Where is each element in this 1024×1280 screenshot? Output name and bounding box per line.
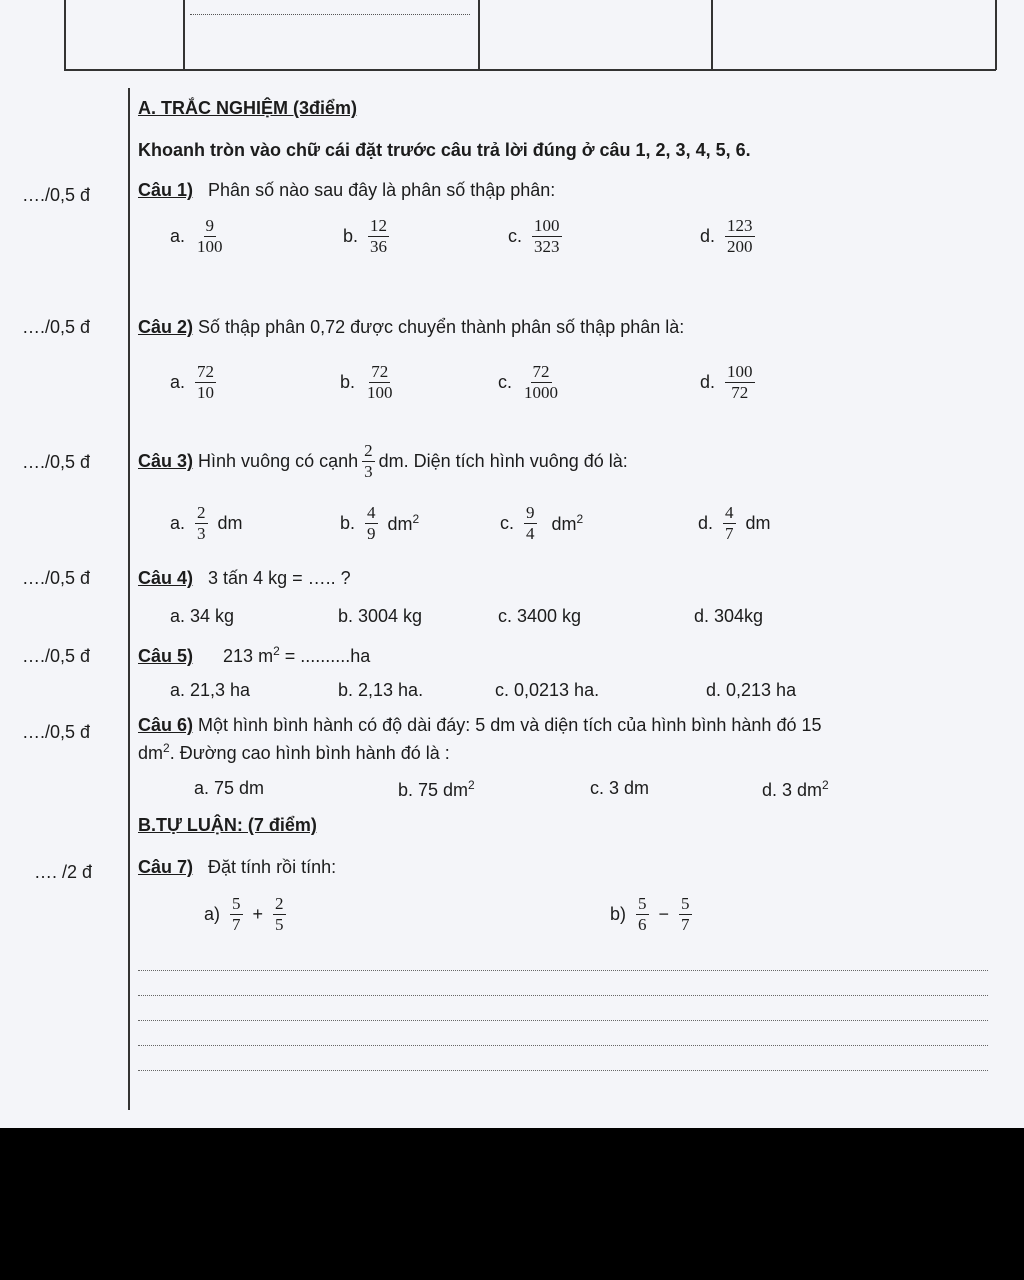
option-letter: a. <box>170 513 186 533</box>
fraction: $\frac{5}{7}$ <box>232 894 241 934</box>
section-a-title: A. TRẮC NGHIỆM (3điểm) <box>138 98 358 118</box>
fraction: $\frac{72}{100}$ <box>367 362 393 402</box>
question-3-text-after: dm. Diện tích hình vuông đó là: <box>378 451 628 471</box>
section-a-instruction: Khoanh tròn vào chữ cái đặt trước câu trả lời đúng ở câu 1, 2, 3, 4, 5, 6. <box>138 140 751 160</box>
q2-option-a[interactable] <box>170 362 220 403</box>
fraction: $\frac{5}{6}$ <box>638 894 647 934</box>
unit: $dm^2$ <box>551 512 584 534</box>
table-border <box>711 0 713 70</box>
q6-option-c[interactable]: c. 3 dm <box>590 778 650 798</box>
score-q6: …./0,5 đ <box>22 722 91 742</box>
table-dotted-line <box>190 14 470 15</box>
question-6-text: Một hình bình hành có độ dài đáy: 5 dm và diện tích của hình bình hành đó 15 <box>198 715 822 735</box>
fraction: $\frac{9}{100}$ <box>197 216 223 256</box>
table-bottom-border <box>64 69 996 71</box>
q6-option-a[interactable]: a. 75 dm <box>194 778 265 798</box>
part-label: a) <box>204 904 221 924</box>
option-letter: b. <box>340 372 356 392</box>
superscript: 2 <box>273 644 280 658</box>
q3-option-b[interactable] <box>340 503 419 544</box>
q4-option-c[interactable]: c. 3400 kg <box>498 606 582 626</box>
q2-option-d[interactable] <box>700 362 759 403</box>
score-q7: …. /2 đ <box>34 862 93 882</box>
q5-option-d[interactable]: d. 0,213 ha <box>706 680 797 700</box>
unit: dm <box>217 513 243 533</box>
q4-option-d[interactable]: d. 304kg <box>694 606 764 626</box>
question-5-label: Câu 5) <box>138 646 194 666</box>
question-7-label: Câu 7) <box>138 857 194 877</box>
option-letter: c. <box>508 226 523 246</box>
question-5-text-before: 213 m <box>223 646 274 666</box>
q7-part-b <box>610 894 696 935</box>
question-6 <box>138 715 821 736</box>
unit: dm <box>138 743 164 763</box>
q3-option-d[interactable] <box>698 503 771 544</box>
question-3-label: Câu 3) <box>138 451 194 471</box>
operator: − <box>658 904 670 924</box>
answer-line[interactable] <box>138 1020 988 1021</box>
fraction: $\frac{123}{200}$ <box>727 216 753 256</box>
answer-line[interactable] <box>138 995 988 996</box>
option-letter: b. <box>340 513 356 533</box>
question-2-label: Câu 2) <box>138 317 194 337</box>
answer-line[interactable] <box>138 970 988 971</box>
question-4 <box>138 568 351 589</box>
q1-option-b[interactable] <box>343 216 393 257</box>
table-border-left <box>64 0 66 70</box>
part-label: b) <box>610 904 627 924</box>
answer-line[interactable] <box>138 1070 988 1071</box>
option-letter: d. <box>700 372 716 392</box>
fraction: $\frac{2}{3}$ <box>364 441 373 481</box>
section-b-title: B.TỰ LUẬN: (7 điểm) <box>138 815 317 835</box>
question-6-text-line2: . Đường cao hình bình hành đó là : <box>169 743 450 763</box>
fraction: $\frac{2}{5}$ <box>275 894 284 934</box>
fraction: $\frac{72}{10}$ <box>197 362 215 402</box>
q1-option-c[interactable] <box>508 216 566 257</box>
q3-option-c[interactable] <box>500 503 583 544</box>
unit: $dm^2$ <box>387 512 420 534</box>
question-5 <box>138 644 370 667</box>
q6-option-d[interactable]: d. 3 $dm^2$ <box>762 778 829 800</box>
unit: dm <box>745 513 771 533</box>
option-letter: b. <box>343 226 359 246</box>
question-6-line2 <box>138 741 450 764</box>
fraction: $\frac{9}{4}$ <box>526 503 535 543</box>
q3-option-a[interactable] <box>170 503 243 544</box>
margin-rule <box>128 88 130 1110</box>
option-letter: d. <box>700 226 716 246</box>
q1-option-d[interactable] <box>700 216 759 257</box>
table-border-right <box>995 0 997 70</box>
fraction: $\frac{100}{323}$ <box>534 216 560 256</box>
fraction: $\frac{2}{3}$ <box>197 503 206 543</box>
option-letter: a. <box>170 372 186 392</box>
question-1-text: Phân số nào sau đây là phân số thập phân: <box>208 180 556 200</box>
question-7 <box>138 857 336 878</box>
q7-part-a <box>204 894 290 935</box>
option-letter: c. <box>498 372 513 392</box>
q5-option-b[interactable]: b. 2,13 ha. <box>338 680 424 700</box>
fraction: $\frac{4}{7}$ <box>725 503 734 543</box>
option-letter: c. <box>500 513 515 533</box>
superscript: 2 <box>163 741 170 755</box>
table-border <box>478 0 480 70</box>
score-q4: …./0,5 đ <box>22 568 91 588</box>
answer-line[interactable] <box>138 1045 988 1046</box>
question-6-label: Câu 6) <box>138 715 194 735</box>
question-2 <box>138 317 684 338</box>
score-q2: …./0,5 đ <box>22 317 91 337</box>
question-7-text: Đặt tính rồi tính: <box>208 857 337 877</box>
q2-option-b[interactable] <box>340 362 399 403</box>
q5-option-c[interactable]: c. 0,0213 ha. <box>495 680 600 700</box>
q6-option-b[interactable]: b. 75 $dm^2$ <box>398 778 475 800</box>
option-letter: a. <box>170 226 186 246</box>
question-3 <box>138 441 628 482</box>
fraction: $\frac{12}{36}$ <box>370 216 388 256</box>
option-letter: d. <box>698 513 714 533</box>
score-q5: …./0,5 đ <box>22 646 91 666</box>
question-5-text-after: = ..........ha <box>279 646 371 666</box>
table-border <box>183 0 185 70</box>
operator: + <box>252 904 264 924</box>
question-1-label: Câu 1) <box>138 180 194 200</box>
fraction: $\frac{72}{1000}$ <box>524 362 559 402</box>
score-q1: …./0,5 đ <box>22 185 91 205</box>
question-4-text: 3 tấn 4 kg = ….. ? <box>208 568 351 588</box>
question-4-label: Câu 4) <box>138 568 194 588</box>
q2-option-c[interactable] <box>498 362 564 403</box>
score-q3: …./0,5 đ <box>22 452 91 472</box>
q1-option-a[interactable] <box>170 216 229 257</box>
question-2-text: Số thập phân 0,72 được chuyển thành phân số thập phân là: <box>198 317 685 337</box>
fraction: $\frac{5}{7}$ <box>681 894 690 934</box>
q4-option-b[interactable]: b. 3004 kg <box>338 606 423 626</box>
question-1 <box>138 180 555 201</box>
fraction: $\frac{4}{9}$ <box>367 503 376 543</box>
q4-option-a[interactable]: a. 34 kg <box>170 606 235 626</box>
question-3-text-before: Hình vuông có cạnh <box>198 451 359 471</box>
q5-option-a[interactable]: a. 21,3 ha <box>170 680 251 700</box>
fraction: $\frac{100}{72}$ <box>727 362 753 402</box>
